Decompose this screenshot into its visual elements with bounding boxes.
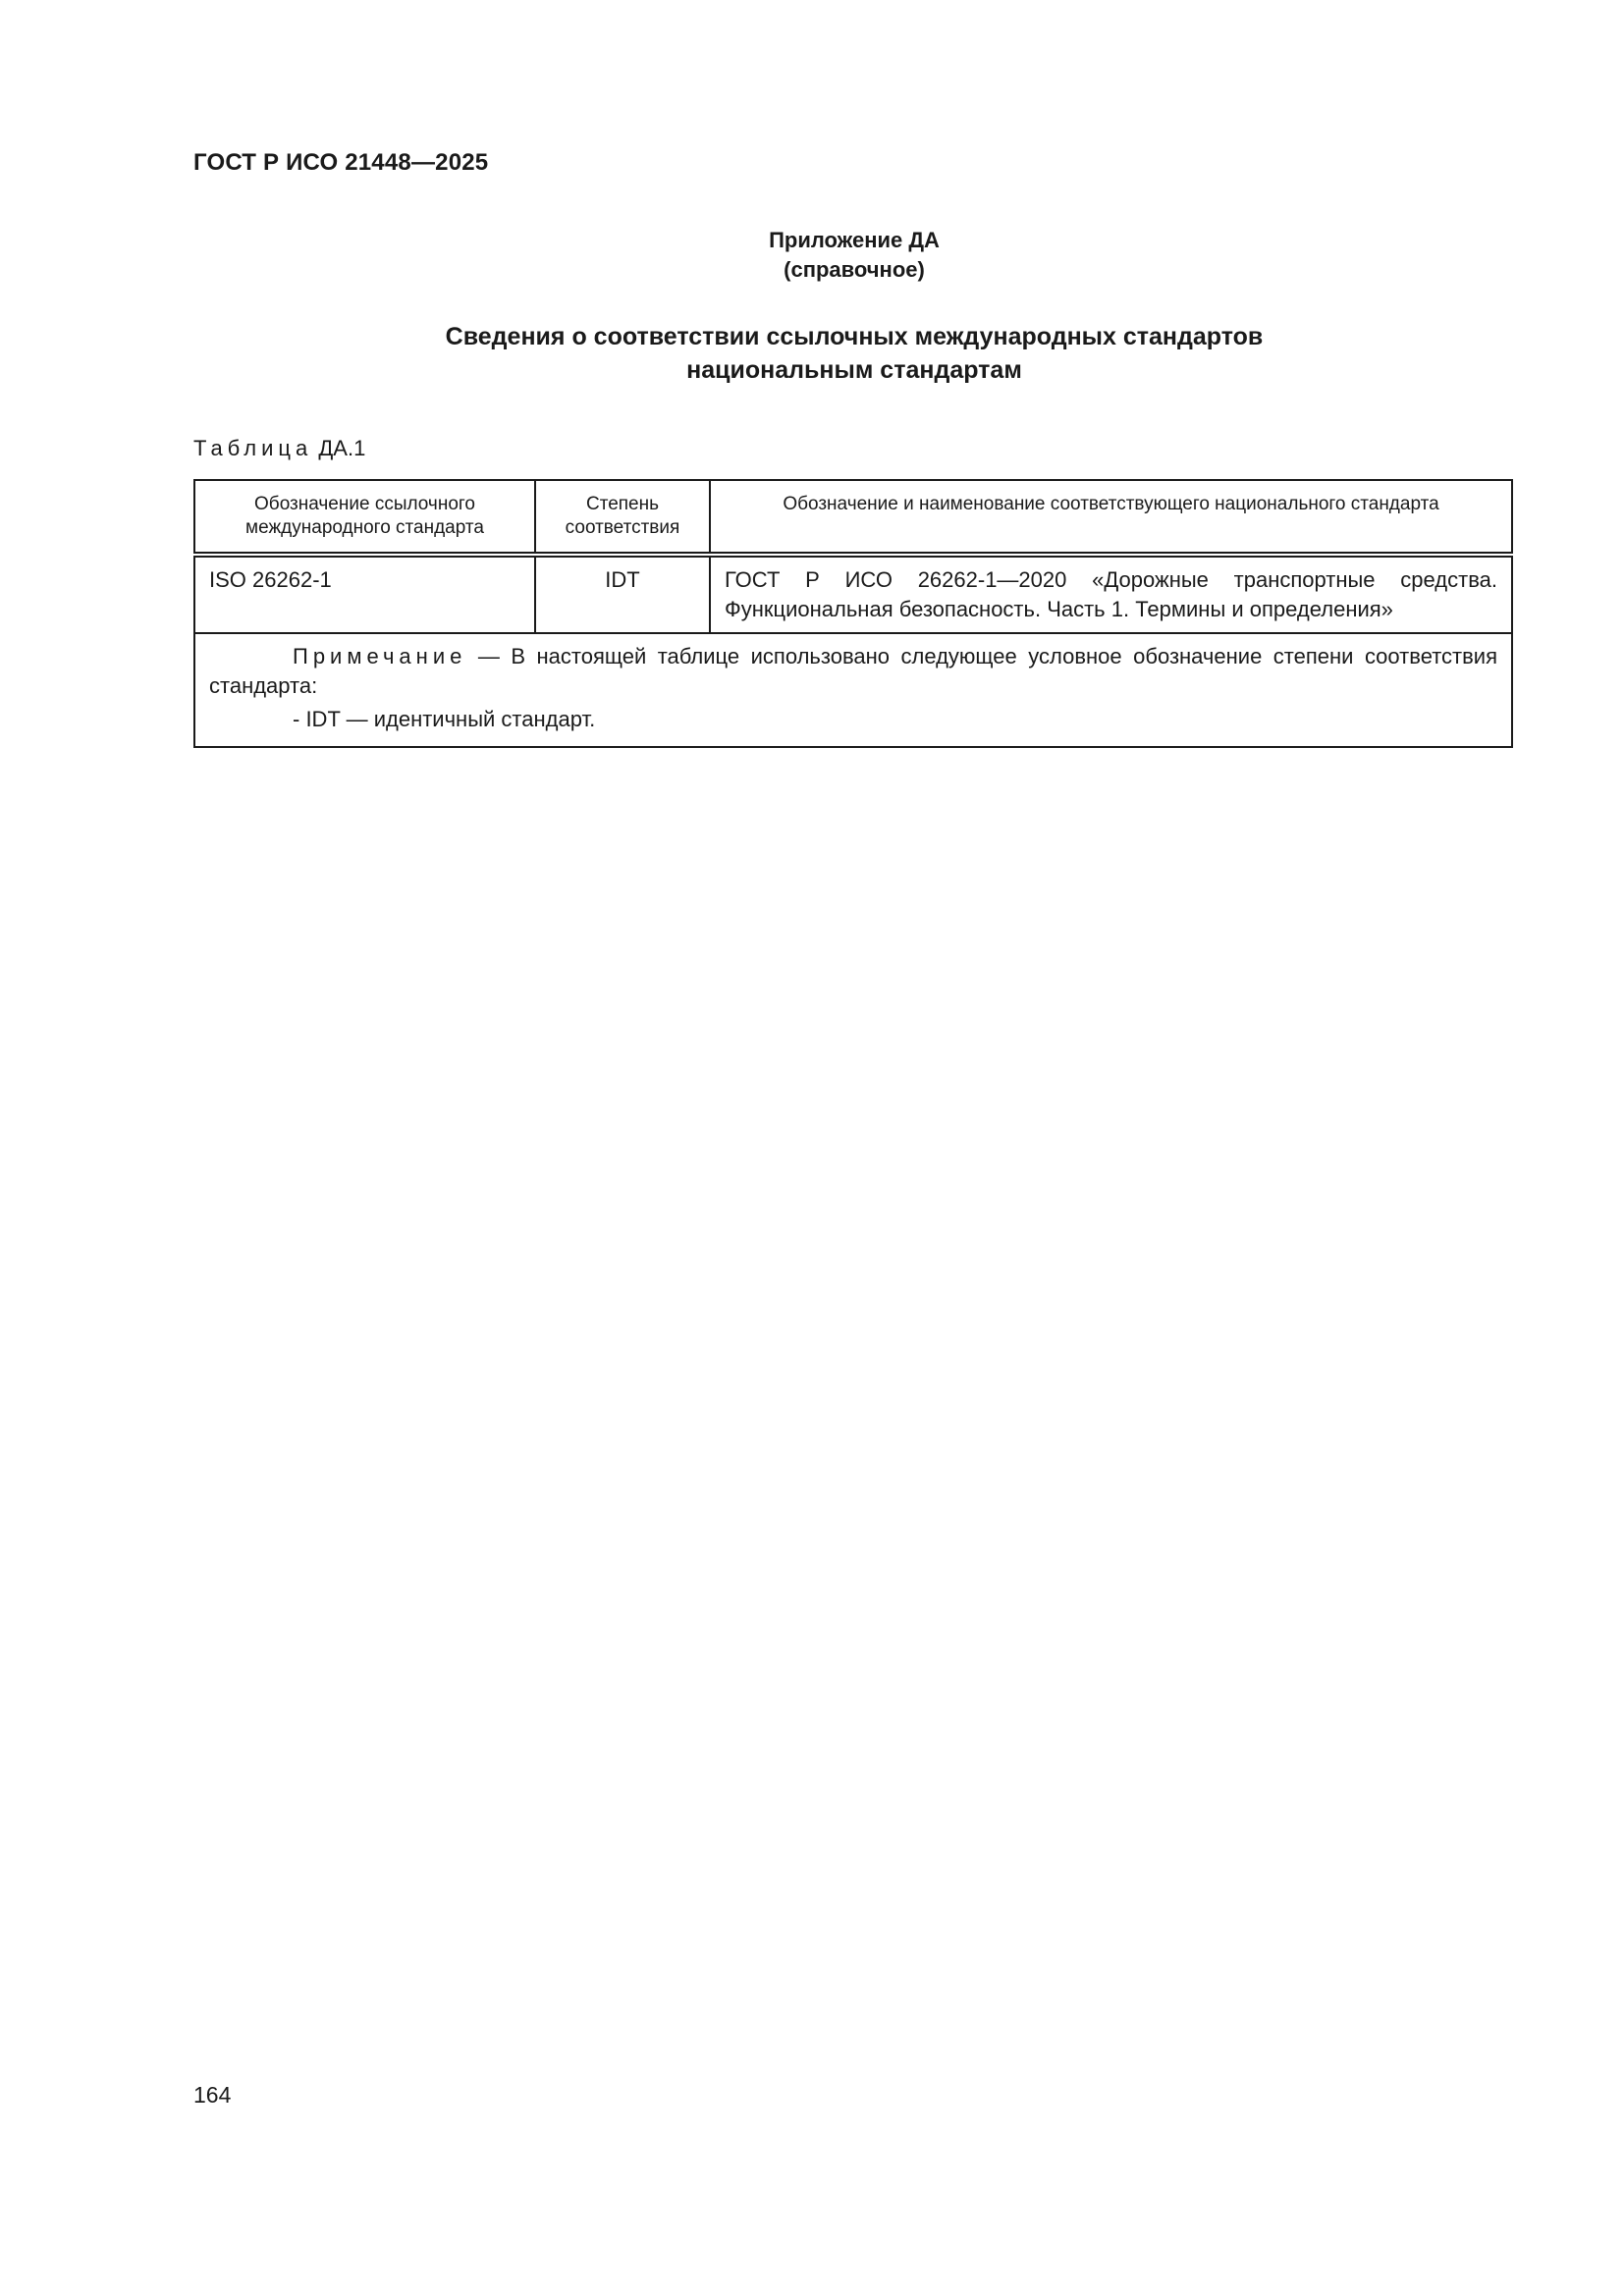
table-header: [194, 480, 1512, 555]
cell-degree: IDT: [535, 555, 710, 633]
appendix-title: Приложение ДА: [769, 228, 940, 252]
section-title-line-1: Сведения о соответствии ссылочных международных стандартов: [445, 323, 1264, 350]
table-body: [194, 555, 1512, 747]
table-row: [194, 555, 1512, 633]
cell-national-standard: ГОСТ Р ИСО 26262-1—2020 «Дорожные транспортные средства. Функциональная безопасность. Часть 1. Термины и определения»: [710, 555, 1512, 633]
table-note-row: [194, 633, 1512, 747]
note-list-item: - IDT — идентичный стандарт.: [293, 707, 596, 731]
column-header-degree: Степень соответствия: [535, 480, 710, 555]
appendix-kind: (справочное): [784, 257, 925, 282]
cell-international-standard: ISO 26262-1: [194, 555, 535, 633]
section-title-line-2: национальным стандартам: [686, 356, 1022, 384]
table-caption: [193, 436, 365, 461]
section-title: [0, 320, 1624, 387]
column-header-national-standard: Обозначение и наименование соответствующего национального стандарта: [710, 480, 1512, 555]
note-paragraph: [209, 642, 1497, 701]
note-text: — В настоящей таблице использовано следующее условное обозначение степени соответствия стандарта:: [209, 644, 1497, 698]
correspondence-table-wrapper: [193, 479, 1511, 748]
table-caption-number: ДА.1: [318, 436, 366, 460]
table-header-row: [194, 480, 1512, 555]
table-caption-word: Таблица: [193, 436, 313, 460]
appendix-heading: [0, 226, 1624, 285]
table-note: [194, 633, 1512, 747]
page-number: 164: [193, 2082, 232, 2108]
correspondence-table: [193, 479, 1513, 748]
note-label: Примечание: [293, 644, 467, 668]
document-designation: ГОСТ Р ИСО 21448—2025: [193, 149, 489, 176]
column-header-international-standard: Обозначение ссылочного международного стандарта: [194, 480, 535, 555]
